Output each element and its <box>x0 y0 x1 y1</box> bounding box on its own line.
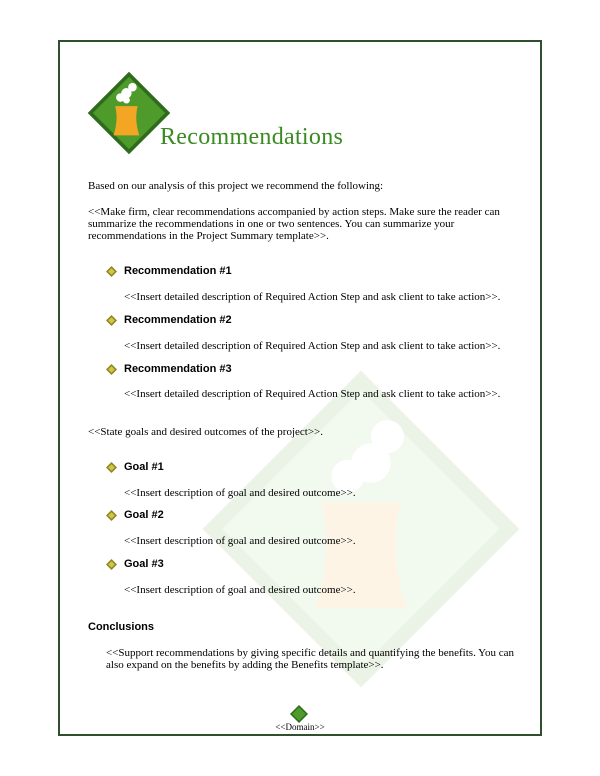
diamond-bullet-icon <box>106 559 117 570</box>
footer-domain-text: <<Domain>> <box>275 722 325 732</box>
goal-2-heading: Goal #2 <box>124 509 164 521</box>
goal-2-text: <<Insert description of goal and desired outcome>>. <box>124 535 356 547</box>
intro-text: Based on our analysis of this project we recommend the following: <box>88 180 384 192</box>
diamond-bullet-icon <box>106 315 117 326</box>
conclusions-line-2: also expand on the benefits by adding the Benefits template>>. <box>106 659 384 671</box>
guidance-line-3: recommendations in the Project Summary template>>. <box>88 230 329 242</box>
page-title: Recommendations <box>160 124 344 150</box>
goals-intro-text: <<State goals and desired outcomes of the project>>. <box>88 426 323 438</box>
guidance-line-1: <<Make firm, clear recommendations accompanied by action steps. Make sure the reader can <box>88 206 500 218</box>
footer-diamond-icon <box>290 705 308 723</box>
goal-3-heading: Goal #3 <box>124 558 164 570</box>
recommendation-2-heading: Recommendation #2 <box>124 314 232 326</box>
conclusions-line-1: <<Support recommendations by giving specific details and quantifying the benefits. You can <box>106 647 515 659</box>
recommendation-3-heading: Recommendation #3 <box>124 363 232 375</box>
conclusions-heading: Conclusions <box>88 621 155 633</box>
guidance-line-2: summarize the recommendations in one or two sentences. You can summarize your <box>88 218 455 230</box>
diamond-bullet-icon <box>106 364 117 375</box>
diamond-bullet-icon <box>106 510 117 521</box>
recommendation-3-text: <<Insert detailed description of Required Action Step and ask client to take action>>. <box>124 388 501 400</box>
recommendation-2-text: <<Insert detailed description of Required Action Step and ask client to take action>>. <box>124 340 501 352</box>
diamond-bullet-icon <box>106 266 117 277</box>
goal-1-heading: Goal #1 <box>124 461 164 473</box>
goal-1-text: <<Insert description of goal and desired outcome>>. <box>124 487 356 499</box>
watermark-cooling-tower-icon <box>196 364 526 694</box>
goal-3-text: <<Insert description of goal and desired outcome>>. <box>124 584 356 596</box>
recommendation-1-heading: Recommendation #1 <box>124 265 232 277</box>
recommendation-1-text: <<Insert detailed description of Required Action Step and ask client to take action>>. <box>124 291 501 303</box>
diamond-bullet-icon <box>106 462 117 473</box>
